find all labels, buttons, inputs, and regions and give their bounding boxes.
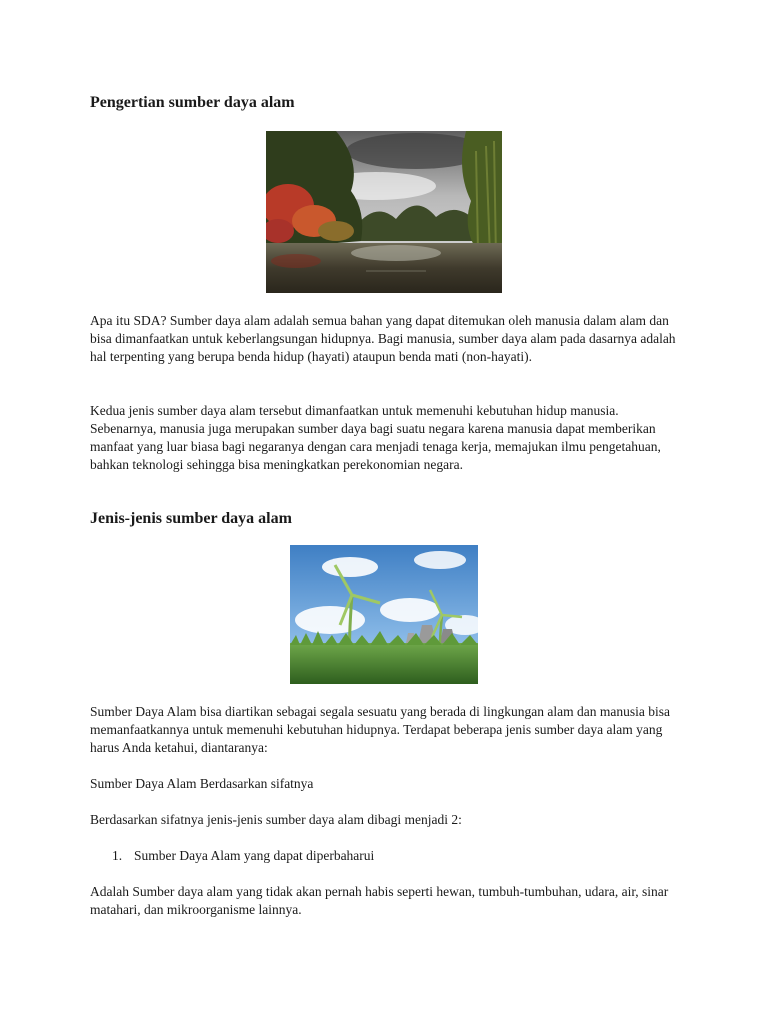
- wind-turbine-graphic: [290, 545, 478, 684]
- lake-photo: [266, 131, 502, 293]
- list-number: 1.: [112, 848, 123, 863]
- paragraph-adalah-sumber-daya: Adalah Sumber daya alam yang tidak akan pernah habis seperti hewan, tumbuh-tumbuhan, udara, air, sinar matahari, dan mikroorganisme lainnya.: [90, 884, 669, 917]
- heading-jenis-jenis: Jenis-jenis sumber daya alam: [90, 510, 292, 527]
- list-item: [112, 847, 374, 865]
- wind-turbine-photo: [290, 545, 478, 684]
- lake-photo-graphic: [266, 131, 502, 293]
- paragraph-dibagi-menjadi-2: Berdasarkan sifatnya jenis-jenis sumber daya alam dibagi menjadi 2:: [90, 812, 462, 827]
- heading-pengertian: Pengertian sumber daya alam: [90, 94, 295, 111]
- paragraph-kedua-jenis: Kedua jenis sumber daya alam tersebut dimanfaatkan untuk memenuhi kebutuhan hidup manusia. Sebenarnya, manusia juga merupakan sumber daya bagi suatu negara karena manusia dapat memberikan manfaat yang luar biasa bagi negaranya dengan cara menjadi tenaga kerja, memajukan ilmu pengetahuan, bahkan teknologi sehingga bisa meningkatkan perekonomian negara.: [90, 403, 661, 472]
- paragraph-sumber-daya-diartikan: Sumber Daya Alam bisa diartikan sebagai segala sesuatu yang berada di lingkungan alam dan manusia bisa memanfaatkannya untuk memenuhi kebutuhan hidupnya. Terdapat beberapa jenis sumber daya alam yang harus Anda ketahui, diantaranya:: [90, 704, 670, 755]
- paragraph-berdasarkan-sifatnya-heading: Sumber Daya Alam Berdasarkan sifatnya: [90, 776, 314, 791]
- list-text: Sumber Daya Alam yang dapat diperbaharui: [134, 848, 375, 863]
- paragraph-apa-itu-sda: Apa itu SDA? Sumber daya alam adalah semua bahan yang dapat ditemukan oleh manusia dalam alam dan bisa dimanfaatkan untuk keberlangsungan hidupnya. Bagi manusia, sumber daya alam pada dasarnya adalah hal terpenting yang berupa benda hidup (hayati) ataupun benda mati (non-hayati).: [90, 313, 676, 364]
